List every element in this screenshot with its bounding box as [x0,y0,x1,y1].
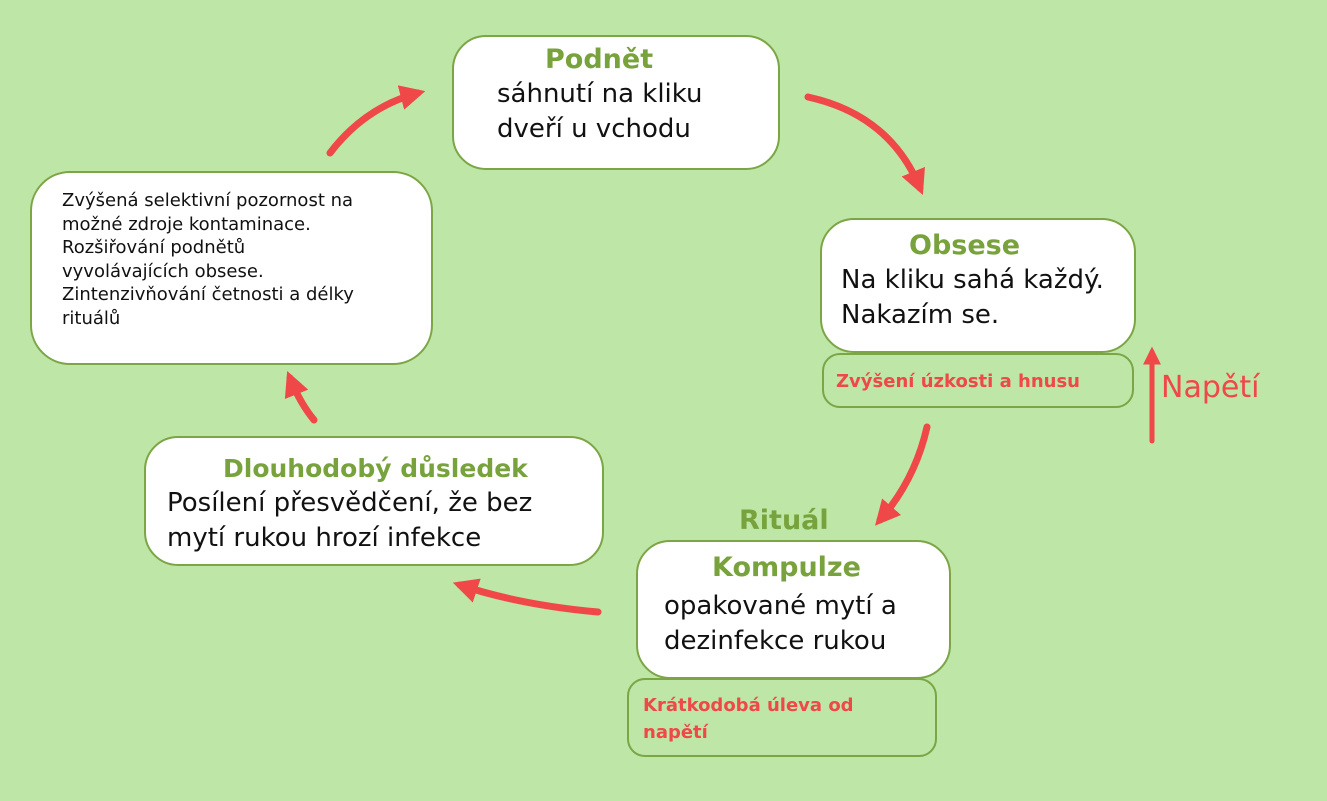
stimulus-line-1: sáhnutí na kliku [497,79,703,109]
attention-line-4: vyvolávajících obsese. [62,260,264,282]
arrow-attention-to-stimulus [330,93,418,153]
arrow-compulsion-to-consequence [460,585,598,612]
consequence-title: Dlouhodobý důsledek [223,454,528,483]
anxiety-text: Zvýšení úzkosti a hnusu [836,371,1080,392]
attention-line-2: možné zdroje kontaminace. [62,213,311,235]
stimulus-box [452,35,780,170]
attention-line-6: rituálů [62,307,121,329]
obsession-line-2: Nakazím se. [841,300,1000,330]
relief-note [627,678,937,757]
obsession-line-1: Na kliku sahá každý. [841,265,1104,295]
stimulus-title: Podnět [545,44,654,75]
tension-label: Napětí [1161,370,1260,405]
arrow-consequence-to-attention [290,378,314,420]
relief-line-2: napětí [643,722,708,743]
stimulus-line-2: dveří u vchodu [497,114,691,144]
consequence-line-2: mytí rukou hrozí infekce [167,523,482,553]
attention-line-5: Zintenzivňování četnosti a délky [62,284,354,305]
relief-line-1: Krátkodobá úleva od [643,695,854,716]
compulsion-box [636,540,951,679]
consequence-box [144,436,604,566]
arrow-obsession-to-compulsion [880,427,927,520]
compulsion-line-2: dezinfekce rukou [664,626,887,656]
obsession-box [820,218,1136,353]
obsession-title: Obsese [909,230,1021,261]
attention-line-3: Rozšiřování podnětů [62,237,246,258]
compulsion-title: Kompulze [712,552,861,583]
attention-line-1: Zvýšená selektivní pozornost na [62,190,354,211]
compulsion-line-1: opakované mytí a [664,591,897,621]
ritual-label: Rituál [739,505,829,536]
consequence-line-1: Posílení přesvědčení, že bez [167,488,533,518]
anxiety-note [822,353,1134,408]
arrow-stimulus-to-obsession [808,97,920,188]
attention-box [30,171,433,365]
